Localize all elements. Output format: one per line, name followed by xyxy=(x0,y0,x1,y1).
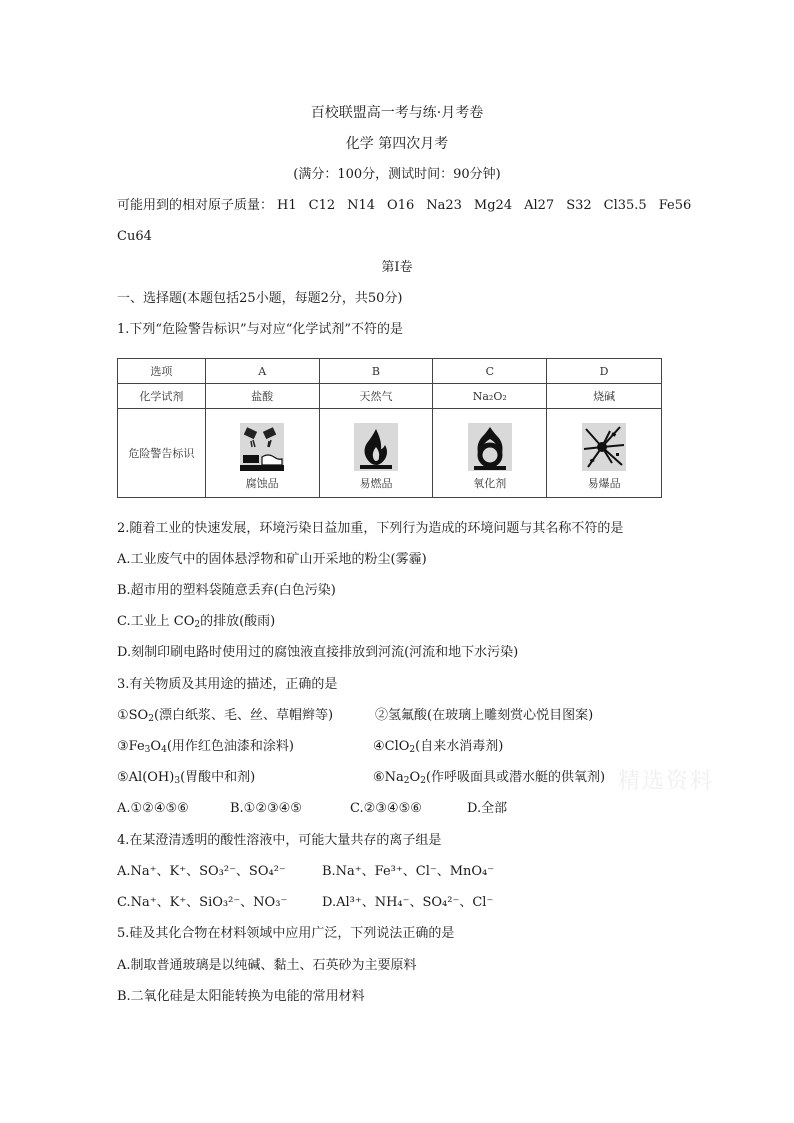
mass-item: S32 xyxy=(566,198,592,213)
text-run: (自来水消毒剂) xyxy=(415,739,504,754)
table-cell xyxy=(319,409,433,498)
q3-item-5 xyxy=(117,769,255,790)
mass-item: O16 xyxy=(387,198,415,213)
hazard-table xyxy=(117,358,662,498)
table-row xyxy=(118,409,662,498)
q3-choice-b: B.①②③④⑤ xyxy=(230,801,302,816)
subscript: 2 xyxy=(194,620,201,630)
table-row xyxy=(118,359,662,384)
text-run: ①SO xyxy=(117,708,149,723)
q5-option-b: B.二氧化硅是太阳能转换为电能的常用材料 xyxy=(117,989,365,1004)
q3-item-4 xyxy=(373,738,503,759)
q4-option-d: D.Al³⁺、NH₄⁻、SO₄²⁻、Cl⁻ xyxy=(322,895,494,910)
q3-item-2: ②氢氟酸(在玻璃上雕刻赏心悦目图案) xyxy=(375,708,594,723)
table-cell: 危险警告标识 xyxy=(118,409,206,498)
table-cell: Na₂O₂ xyxy=(433,384,547,409)
q3-stem: 3.有关物质及其用途的描述，正确的是 xyxy=(117,677,338,692)
flammable-icon xyxy=(354,423,398,471)
atomic-masses-overflow: Cu64 xyxy=(117,229,152,244)
text-run: O xyxy=(150,739,162,754)
q3-item-6 xyxy=(373,769,605,790)
q4-option-b: B.Na⁺、Fe³⁺、Cl⁻、MnO₄⁻ xyxy=(322,864,495,879)
table-cell: C xyxy=(433,359,547,384)
q3-choice-a: A.①②④⑤⑥ xyxy=(117,801,189,816)
text-run: 的排放(酸雨) xyxy=(200,614,276,629)
atomic-masses-label: 可能用到的相对原子质量： xyxy=(117,198,274,213)
text-run: (用作红色油漆和涂料) xyxy=(166,739,294,754)
table-cell xyxy=(433,409,547,498)
mass-item: N14 xyxy=(347,198,376,213)
table-cell xyxy=(205,409,319,498)
corrosive-icon xyxy=(240,423,284,471)
table-cell: B xyxy=(319,359,433,384)
section-heading: 一、选择题(本题包括25小题，每题2分，共50分) xyxy=(117,291,403,306)
mass-item: C12 xyxy=(308,198,336,213)
q3-item-3 xyxy=(117,738,294,759)
watermark: 精选资料 xyxy=(618,769,715,794)
table-cell: 盐酸 xyxy=(205,384,319,409)
subscript: 3 xyxy=(174,776,181,786)
part-heading: 第Ⅰ卷 xyxy=(381,260,413,275)
q5-stem: 5.硅及其化合物在材料领域中应用广泛，下列说法正确的是 xyxy=(117,926,455,941)
subscript: 2 xyxy=(409,745,416,755)
subscript: 3 xyxy=(144,745,151,755)
table-cell: D xyxy=(547,359,662,384)
mass-item: Fe56 xyxy=(658,198,692,213)
table-cell: A xyxy=(205,359,319,384)
oxidizer-icon xyxy=(468,423,512,471)
table-cell: 化学试剂 xyxy=(118,384,206,409)
hazard-caption: 氧化剂 xyxy=(473,477,507,490)
q5-option-a: A.制取普通玻璃是以纯碱、黏土、石英砂为主要原料 xyxy=(117,958,417,973)
q2-stem: 2.随着工业的快速发展，环境污染日益加重，下列行为造成的环境问题与其名称不符的是 xyxy=(117,521,624,536)
q2-option-d: D.刻制印刷电路时使用过的腐蚀液直接排放到河流(河流和地下水污染) xyxy=(117,645,519,660)
q2-option-c xyxy=(117,613,275,634)
q4-option-a: A.Na⁺、K⁺、SO₃²⁻、SO₄²⁻ xyxy=(117,864,286,879)
mass-item: Cl35.5 xyxy=(603,198,647,213)
text-run: ③Fe xyxy=(117,739,145,754)
mass-item: H1 xyxy=(277,198,297,213)
table-cell xyxy=(547,409,662,498)
q2-option-b: B.超市用的塑料袋随意丢弃(白色污染) xyxy=(117,583,336,598)
text-run: ⑤Al(OH) xyxy=(117,770,175,785)
subscript: 2 xyxy=(403,776,410,786)
hazard-caption: 腐蚀品 xyxy=(245,477,279,490)
exam-info: (满分：100分，测试时间：90分钟) xyxy=(293,167,501,182)
q3-choice-c: C.②③④⑤⑥ xyxy=(350,801,422,816)
mass-item: Al27 xyxy=(524,198,555,213)
subscript: 2 xyxy=(148,714,154,724)
text-run: ⑥Na xyxy=(373,770,404,785)
table-cell: 选项 xyxy=(118,359,206,384)
atomic-masses-line xyxy=(117,197,691,215)
text-run: (作呼吸面具或潜水艇的供氧剂) xyxy=(425,770,606,785)
subscript: 2 xyxy=(420,776,426,786)
table-cell: 烧碱 xyxy=(547,384,662,409)
text-run: ④ClO xyxy=(373,739,410,754)
q4-stem: 4.在某澄清透明的酸性溶液中，可能大量共存的离子组是 xyxy=(117,833,442,848)
hazard-caption: 易燃品 xyxy=(359,477,393,490)
exam-title: 百校联盟高一考与练·月考卷 xyxy=(310,105,484,121)
mass-item: Na23 xyxy=(426,198,462,213)
text-run: O xyxy=(409,770,421,785)
text-run: (胃酸中和剂) xyxy=(180,770,256,785)
q2-option-a: A.工业废气中的固体悬浮物和矿山开采地的粉尘(雾霾) xyxy=(117,552,427,567)
q3-item-1 xyxy=(117,707,333,728)
text-run: C.工业上 CO xyxy=(117,614,195,629)
exam-subject: 化学 第四次月考 xyxy=(345,136,449,152)
q1-stem: 1.下列“危险警告标识”与对应“化学试剂”不符的是 xyxy=(117,322,403,337)
q3-choice-d: D.全部 xyxy=(467,801,508,816)
q4-option-c: C.Na⁺、K⁺、SiO₃²⁻、NO₃⁻ xyxy=(117,895,288,910)
table-row xyxy=(118,384,662,409)
hazard-caption: 易爆品 xyxy=(587,477,621,490)
mass-item: Mg24 xyxy=(473,198,513,213)
text-run: (漂白纸浆、毛、丝、草帽辫等) xyxy=(153,708,334,723)
subscript: 4 xyxy=(161,745,167,755)
table-cell: 天然气 xyxy=(319,384,433,409)
explosive-icon xyxy=(582,423,626,471)
